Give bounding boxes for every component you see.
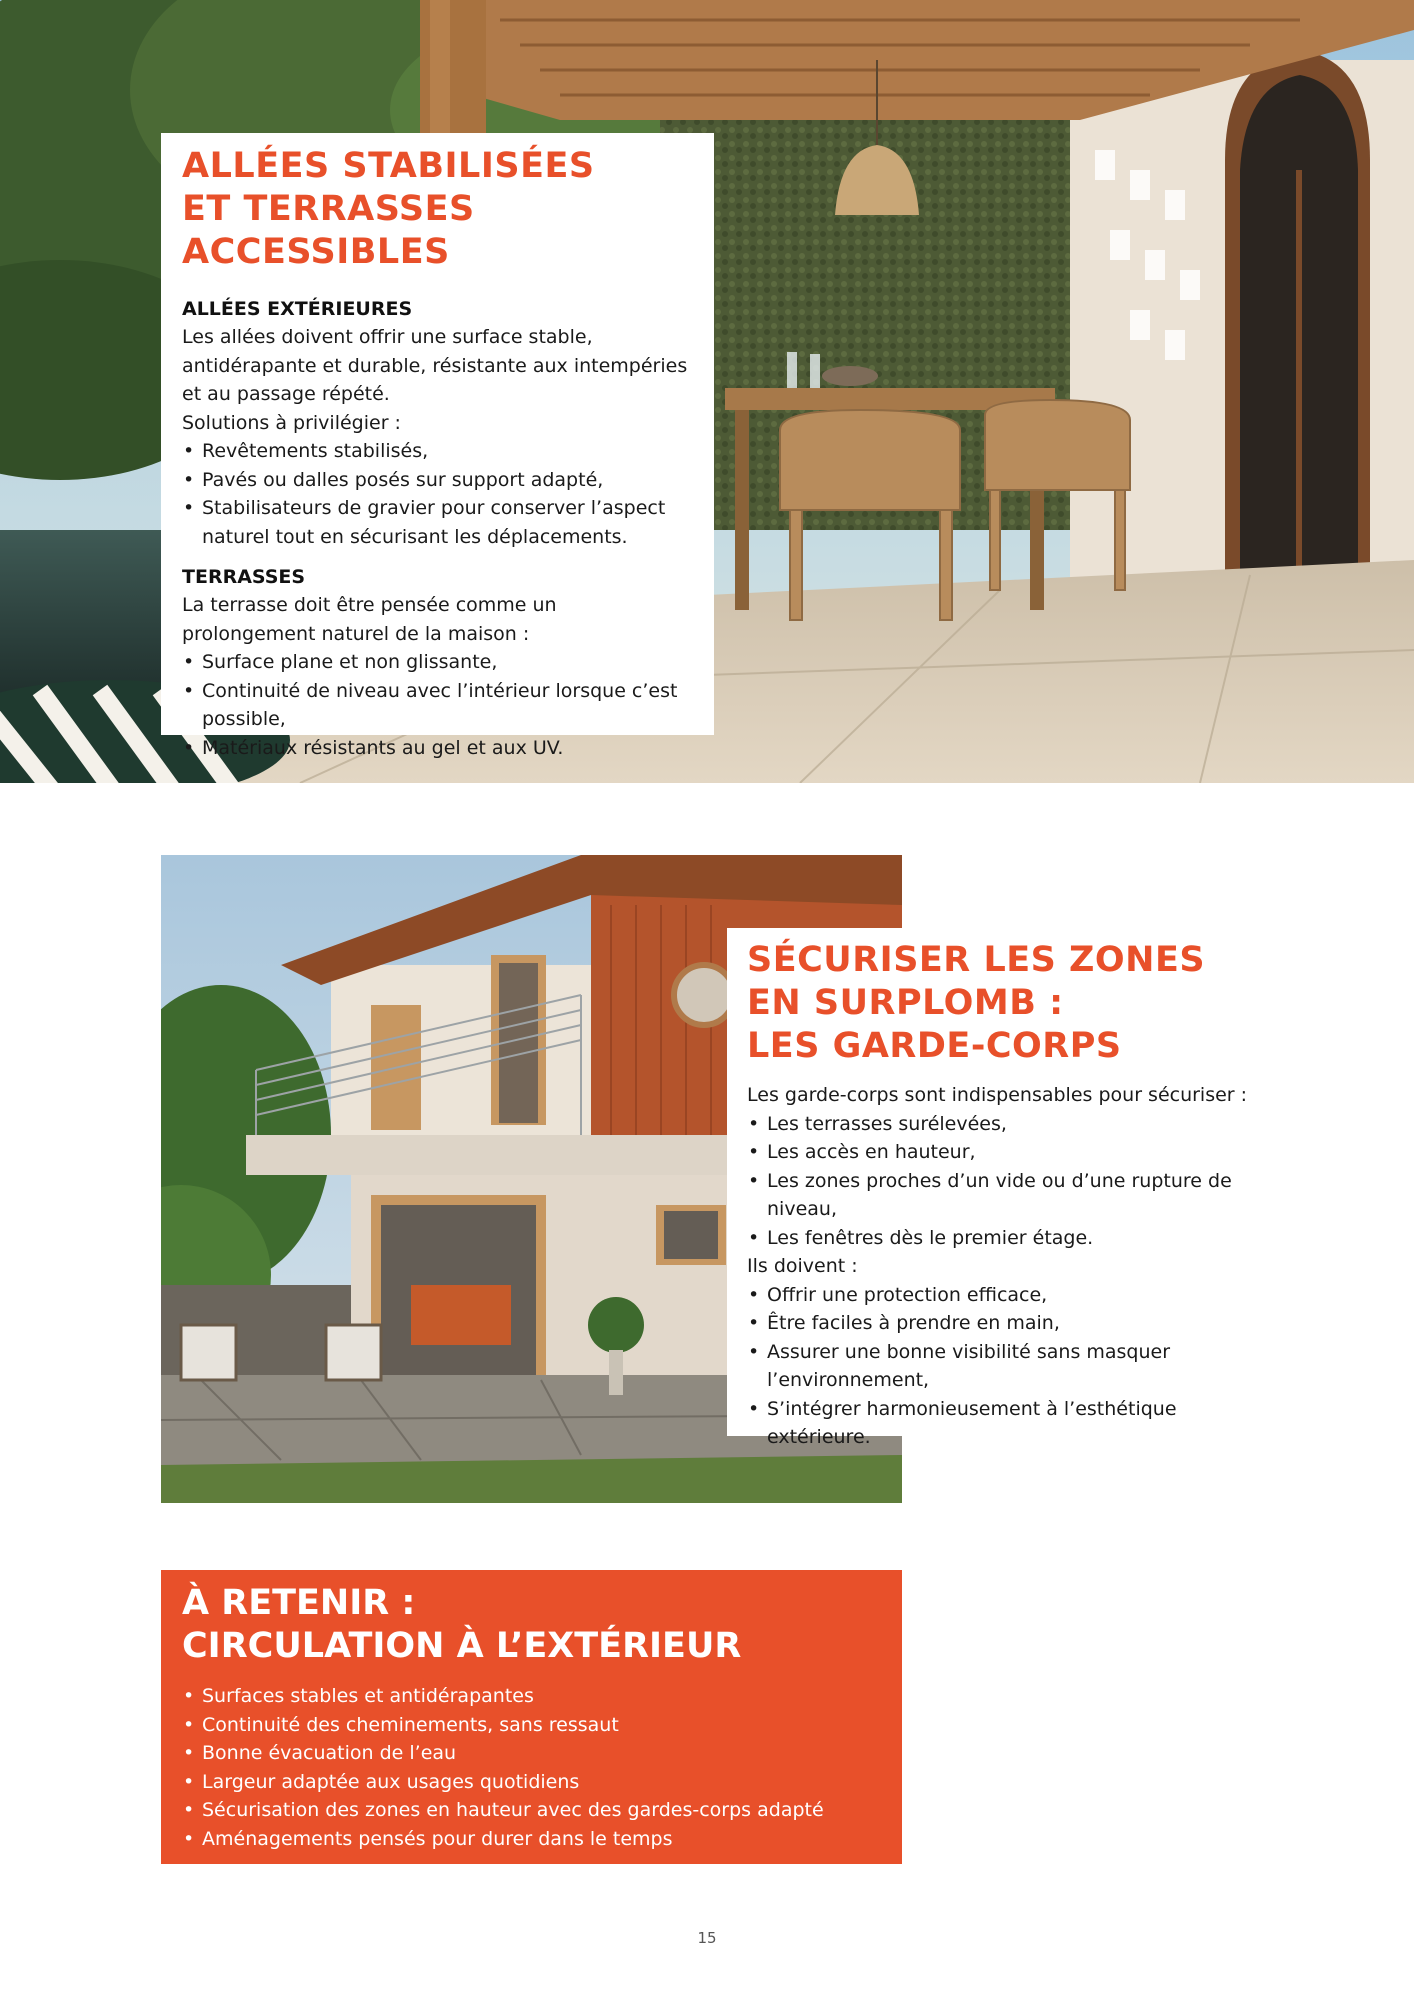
guardrails-card: [727, 928, 1292, 1448]
section2-title: [747, 939, 1292, 1068]
list-item-continuation: possible,: [202, 708, 286, 730]
section1-title-line1: ALLÉES STABILISÉES: [182, 146, 595, 186]
list-item: • Surfaces stables et antidérapantes: [182, 1682, 882, 1711]
takeaways-list: [182, 1682, 882, 1853]
allees-text-2: antidérapante et durable, résistante aux intempéries: [182, 354, 688, 377]
guardrails-requirements-list: [747, 1281, 1292, 1452]
list-item: • Bonne évacuation de l’eau: [182, 1739, 882, 1768]
list-item: • Matériaux résistants au gel et aux UV.: [182, 734, 694, 763]
terrasses-list: [182, 648, 694, 762]
list-item: • Les zones proches d’un vide ou d’une rupture de niveau,: [747, 1167, 1292, 1224]
section2-title-line1: SÉCURISER LES ZONES: [747, 940, 1206, 980]
takeaways-title-line1: À RETENIR :: [182, 1583, 416, 1623]
list-item: • S’intégrer harmonieusement à l’esthétique: [747, 1395, 1292, 1424]
list-item: • Continuité de niveau avec l’intérieur lorsque c’est: [182, 677, 694, 706]
paths-terraces-card: [161, 133, 714, 759]
allees-list: [182, 437, 694, 551]
terrasses-text-2: prolongement naturel de la maison :: [182, 622, 530, 645]
list-item: • Aménagements pensés pour durer dans le temps: [182, 1825, 882, 1854]
list-item: • Surface plane et non glissante,: [182, 648, 694, 677]
guardrails-intro: Les garde-corps sont indispensables pour sécuriser :: [747, 1084, 1248, 1106]
list-item: • Être faciles à prendre en main,: [747, 1309, 1292, 1338]
list-item: • Sécurisation des zones en hauteur avec des gardes-corps adapté: [182, 1796, 882, 1825]
terrasses-text-1: La terrasse doit être pensée comme un: [182, 594, 557, 616]
list-item: • Continuité des cheminements, sans ressaut: [182, 1711, 882, 1740]
takeaways-title-line2: CIRCULATION À L’EXTÉRIEUR: [182, 1626, 742, 1666]
list-item-continuation: l’environnement,: [767, 1369, 930, 1391]
section1-title-line2: ET TERRASSES ACCESSIBLES: [182, 189, 475, 272]
allees-text-3: et au passage répété.: [182, 383, 390, 405]
section2-title-line3: LES GARDE-CORPS: [747, 1026, 1122, 1066]
list-item: • Assurer une bonne visibilité sans masquer: [747, 1338, 1292, 1367]
guardrails-must: Ils doivent :: [747, 1255, 858, 1277]
page-number: 15: [697, 1929, 717, 1947]
list-item: • Les accès en hauteur,: [747, 1138, 1292, 1167]
list-item: • Stabilisateurs de gravier pour conserver l’aspect: [182, 494, 694, 523]
list-item: • Les fenêtres dès le premier étage.: [747, 1224, 1292, 1253]
terrasses-heading: TERRASSES: [182, 566, 306, 588]
list-item: • Largeur adaptée aux usages quotidiens: [182, 1768, 882, 1797]
list-item: • Les terrasses surélevées,: [747, 1110, 1292, 1139]
allees-text-1: Les allées doivent offrir une surface stable,: [182, 326, 593, 348]
key-takeaways-box: [161, 1570, 902, 1864]
list-item-continuation: extérieure.: [767, 1426, 871, 1448]
takeaways-title: [182, 1582, 882, 1668]
list-item-continuation: naturel tout en sécurisant les déplacements.: [202, 525, 628, 548]
allees-heading: ALLÉES EXTÉRIEURES: [182, 298, 413, 320]
section1-title: [182, 145, 694, 274]
list-item: • Revêtements stabilisés,: [182, 437, 694, 466]
section2-title-line2: EN SURPLOMB :: [747, 983, 1064, 1023]
list-item: • Pavés ou dalles posés sur support adapté,: [182, 466, 694, 495]
allees-text-4: Solutions à privilégier :: [182, 411, 401, 434]
guardrails-uses-list: [747, 1110, 1292, 1253]
list-item: • Offrir une protection efficace,: [747, 1281, 1292, 1310]
